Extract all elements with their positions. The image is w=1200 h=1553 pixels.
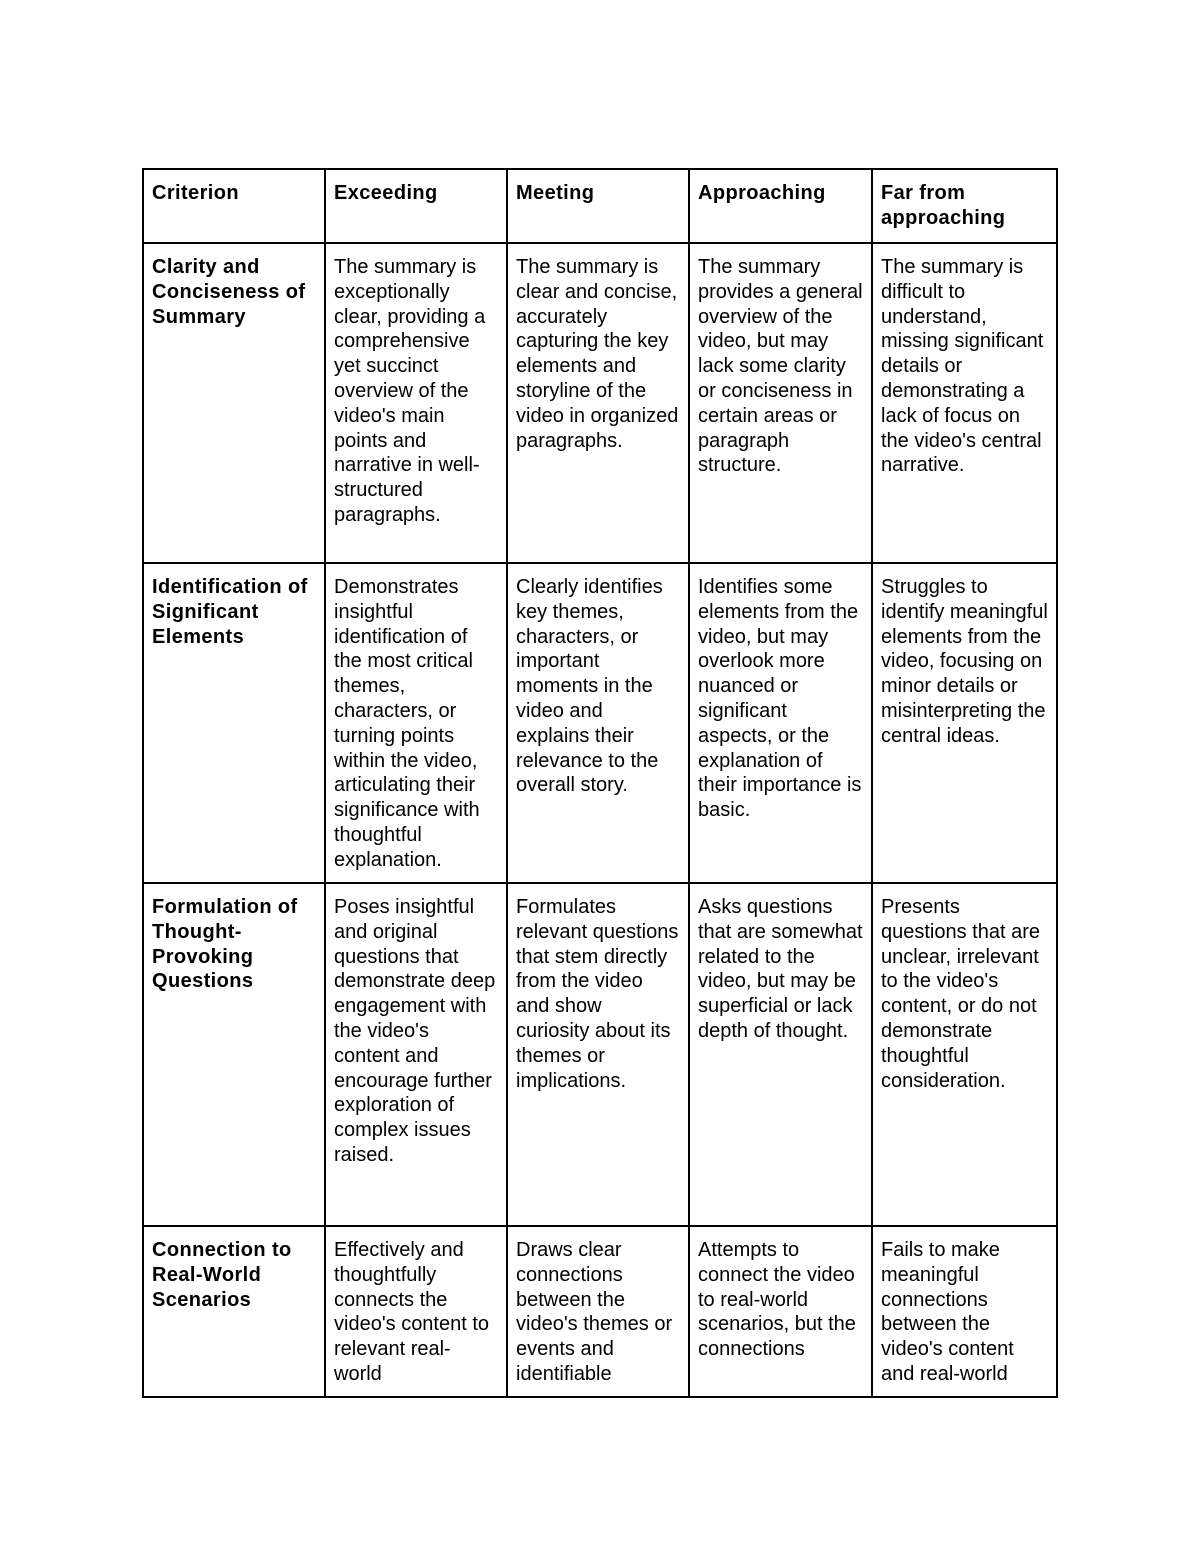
approaching-cell — [689, 1226, 872, 1397]
header-exceeding: Exceeding — [325, 169, 507, 243]
far-from-approaching-cell: Struggles to identify meaningful elements from the video, focusing on minor details or misinterpreting the central ideas. — [872, 563, 1057, 883]
rubric-table — [142, 168, 1058, 1398]
meeting-text: Draws clear connections between the video's themes or events and identifiable — [516, 1239, 673, 1385]
criterion-cell: Identification of Significant Elements — [143, 563, 325, 883]
criterion-cell: Formulation of Thought-Provoking Questions — [143, 883, 325, 1226]
header-meeting: Meeting — [507, 169, 689, 243]
criterion-text: Connection to Real-World Scenarios — [152, 1239, 292, 1311]
approaching-cell: Asks questions that are somewhat related to the video, but may be superficial or lack depth of thought. — [689, 883, 872, 1226]
exceeding-cell: Demonstrates insightful identification of the most critical themes, characters, or turning points within the video, articulating their significance with thoughtful explanation. — [325, 563, 507, 883]
table-row — [143, 243, 1057, 563]
criterion-cell: Clarity and Conciseness of Summary — [143, 243, 325, 563]
far-from-approaching-cell: The summary is difficult to understand, missing significant details or demonstrating a lack of focus on the video's central narrative. — [872, 243, 1057, 563]
exceeding-text: Effectively and thoughtfully connects the video's content to relevant real-world — [334, 1239, 490, 1385]
exceeding-cell: Poses insightful and original questions that demonstrate deep engagement with the video's content and encourage further exploration of complex issues raised. — [325, 883, 507, 1226]
exceeding-cell: The summary is exceptionally clear, providing a comprehensive yet succinct overview of the video's main points and narrative in well-structured paragraphs. — [325, 243, 507, 563]
approaching-cell: The summary provides a general overview of the video, but may lack some clarity or conciseness in certain areas or paragraph structure. — [689, 243, 872, 563]
meeting-cell: The summary is clear and concise, accurately capturing the key elements and storyline of the video in organized paragraphs. — [507, 243, 689, 563]
criterion-cell — [143, 1226, 325, 1397]
header-criterion: Criterion — [143, 169, 325, 243]
table-row — [143, 563, 1057, 883]
table-row — [143, 1226, 1057, 1397]
header-far-from-approaching: Far from approaching — [872, 169, 1057, 243]
header-approaching: Approaching — [689, 169, 872, 243]
exceeding-cell — [325, 1226, 507, 1397]
meeting-cell — [507, 1226, 689, 1397]
far-from-approaching-cell — [872, 1226, 1057, 1397]
table-row — [143, 883, 1057, 1226]
approaching-cell: Identifies some elements from the video, but may overlook more nuanced or significant aspects, or the explanation of their importance is basic. — [689, 563, 872, 883]
approaching-text: Attempts to connect the video to real-world scenarios, but the connections — [698, 1239, 856, 1361]
header-row — [143, 169, 1057, 243]
far-from-approaching-text: Fails to make meaningful connections between the video's content and real-world — [881, 1239, 1014, 1385]
meeting-cell: Clearly identifies key themes, characters, or important moments in the video and explains their relevance to the overall story. — [507, 563, 689, 883]
meeting-cell: Formulates relevant questions that stem directly from the video and show curiosity about its themes or implications. — [507, 883, 689, 1226]
far-from-approaching-cell: Presents questions that are unclear, irrelevant to the video's content, or do not demonstrate thoughtful consideration. — [872, 883, 1057, 1226]
